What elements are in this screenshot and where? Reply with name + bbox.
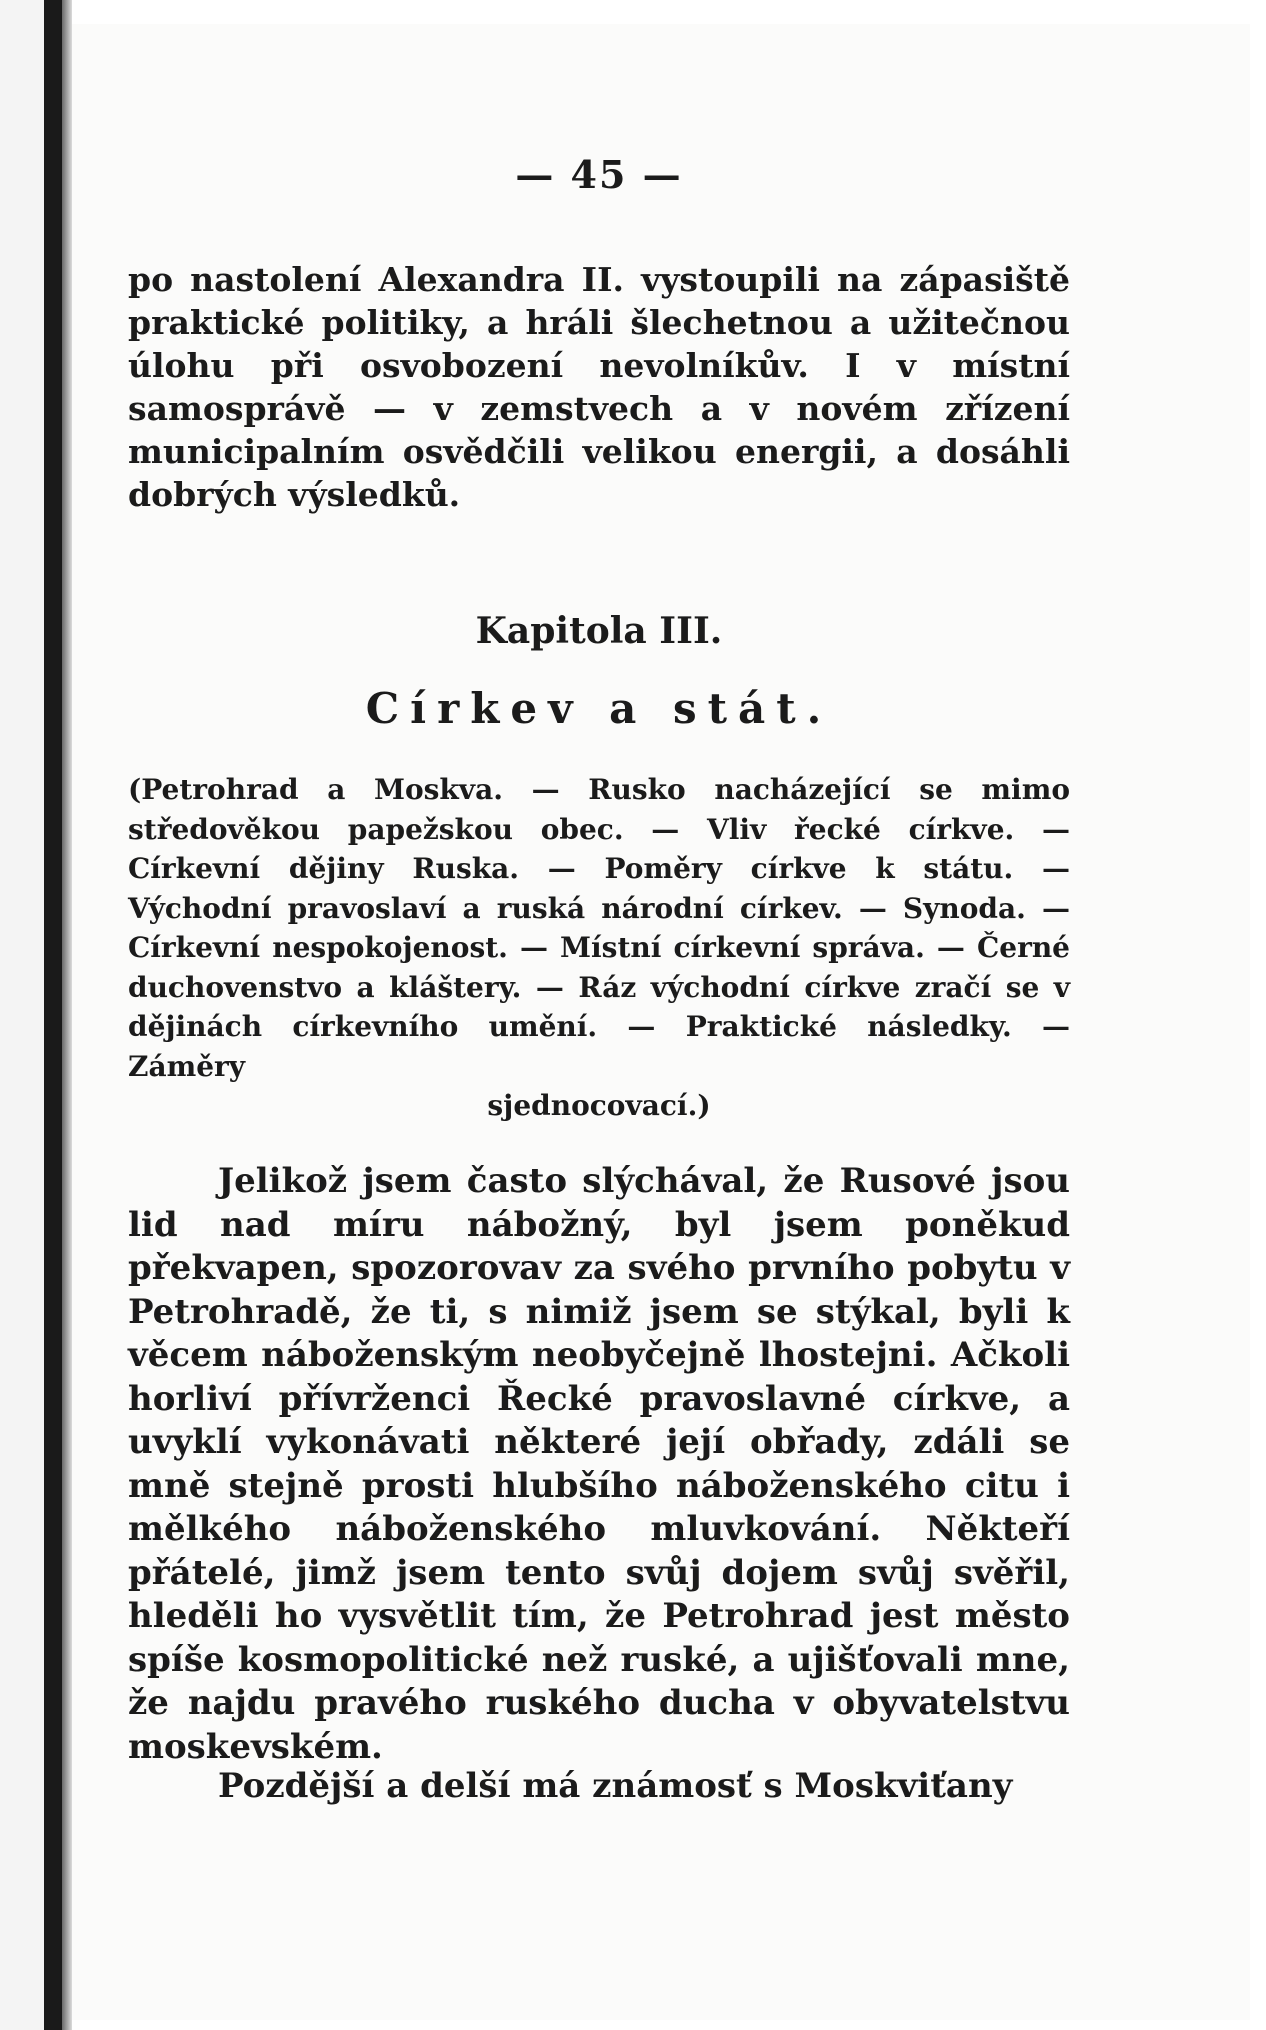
page-number: — 45 — <box>515 152 683 197</box>
chapter-title: Církev a stát. <box>365 684 833 733</box>
body-paragraph-1: Jelikož jsem často slýchával, že Rusové jsou lid nad míru nábožný, byl jsem poněkud překvapen, spozorovav za svého prvního pobytu v Petrohradě, že ti, s nimiž jsem se stýkal, byli k věcem náboženským neobyčejně lhostejni. Ačkoli horliví přívrženci Řecké pravoslavné církve, a uvyklí vykonávati některé její obřady, zdáli se mně stejně prosti hlubšího náboženského citu i mělkého náboženského mluvkování. Někteří přátelé, jimž jsem tento svůj dojem svůj svěřil, hleděli ho vysvětlit tím, že Petrohrad jest město spíše kosmopolitické než ruské, a ujišťovali mne, že najdu pravého ruského ducha v obyvatelstvu moskevském. <box>128 1161 1070 1767</box>
body-paragraph-2: Pozdější a delší má známosť s Moskviťany <box>218 1766 1013 1806</box>
book-spine-shadow <box>44 0 62 2030</box>
chapter-summary-text: (Petrohrad a Moskva. — Rusko nacházející se mimo středověkou papežskou obec. — Vliv řecké církve. — Církevní dějiny Ruska. — Poměry církve k státu. — Východní pravoslaví a ruská národní církev. — Synoda. — Církevní nespokojenost. — Místní církevní správa. — Černé duchovenstvo a kláštery. — Ráz východní církve zračí se v dějinách církevního umění. — Praktické následky. — Záměry <box>128 773 1070 1083</box>
chapter-summary <box>128 770 1070 1126</box>
scan-edge <box>0 0 44 2030</box>
page-gutter <box>62 0 72 2030</box>
chapter-label: Kapitola III. <box>475 610 723 652</box>
chapter-summary-last-line: sjednocovací.) <box>487 1089 711 1122</box>
top-margin <box>72 0 1250 24</box>
opening-paragraph: po nastolení Alexandra II. vystoupili na zápasiště praktické politiky, a hráli šlechetnou a užitečnou úlohu při osvobození nevolníkův. I v místní samosprávě — v zemstvech a v novém zřízení municipalním osvědčili velikou energii, a dosáhli dobrých výsledků. <box>128 260 1070 514</box>
